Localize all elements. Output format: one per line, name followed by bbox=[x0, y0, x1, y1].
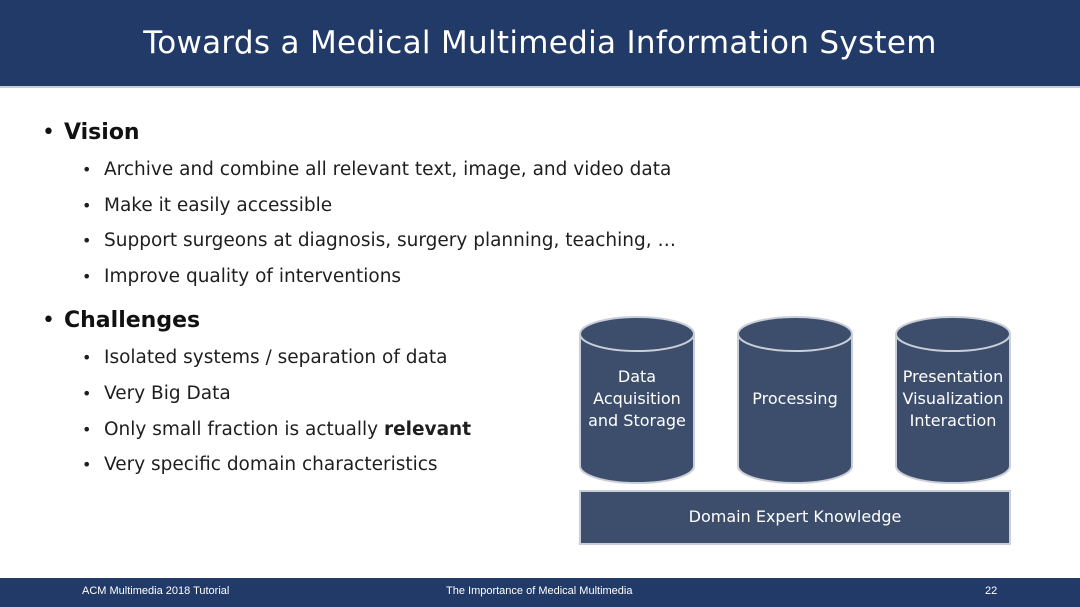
bullet-icon: • bbox=[82, 196, 92, 215]
bullet-icon: • bbox=[82, 348, 92, 367]
bullet-icon: • bbox=[82, 267, 92, 286]
challenges-item-emphasis: relevant bbox=[383, 419, 472, 440]
bullet-icon: • bbox=[42, 120, 55, 145]
label-line: Data bbox=[617, 367, 657, 386]
challenges-item-text: Very specific domain characteristics bbox=[104, 454, 438, 475]
vision-item-text: Support surgeons at diagnosis, surgery planning, teaching, … bbox=[104, 230, 676, 251]
cylinder-label-data-acquisition bbox=[580, 366, 694, 432]
page-number: 22 bbox=[985, 585, 998, 597]
cylinder-label-processing bbox=[738, 388, 852, 410]
slide-title: Towards a Medical Multimedia Information System bbox=[143, 25, 937, 61]
challenges-heading: Challenges bbox=[64, 308, 201, 333]
vision-item-text: Improve quality of interventions bbox=[104, 266, 402, 287]
bullet-icon: • bbox=[82, 455, 92, 474]
footer-center: The Importance of Medical Multimedia bbox=[446, 585, 633, 597]
cylinder-label-presentation bbox=[896, 366, 1010, 432]
bullet-icon: • bbox=[82, 231, 92, 250]
bullet-icon: • bbox=[42, 308, 55, 333]
vision-heading: Vision bbox=[64, 120, 140, 145]
vision-item-text: Archive and combine all relevant text, image, and video data bbox=[104, 159, 672, 180]
vision-item-text: Make it easily accessible bbox=[104, 195, 333, 216]
label-line: Presentation bbox=[902, 367, 1004, 386]
challenges-item-prefix: Only small fraction is actually bbox=[104, 419, 384, 440]
label-line: Acquisition bbox=[593, 389, 681, 408]
footer-left: ACM Multimedia 2018 Tutorial bbox=[82, 585, 230, 597]
label-line: and Storage bbox=[588, 411, 686, 430]
bullet-icon: • bbox=[82, 420, 92, 439]
label-line: Processing bbox=[752, 389, 838, 408]
domain-knowledge-label: Domain Expert Knowledge bbox=[688, 507, 902, 526]
label-line: Interaction bbox=[909, 411, 997, 430]
label-line: Visualization bbox=[902, 389, 1004, 408]
challenges-item-text: Isolated systems / separation of data bbox=[104, 347, 448, 368]
bullet-icon: • bbox=[82, 160, 92, 179]
challenges-item-text: Very Big Data bbox=[104, 383, 231, 404]
bullet-icon: • bbox=[82, 384, 92, 403]
footer-bar bbox=[0, 578, 1080, 607]
